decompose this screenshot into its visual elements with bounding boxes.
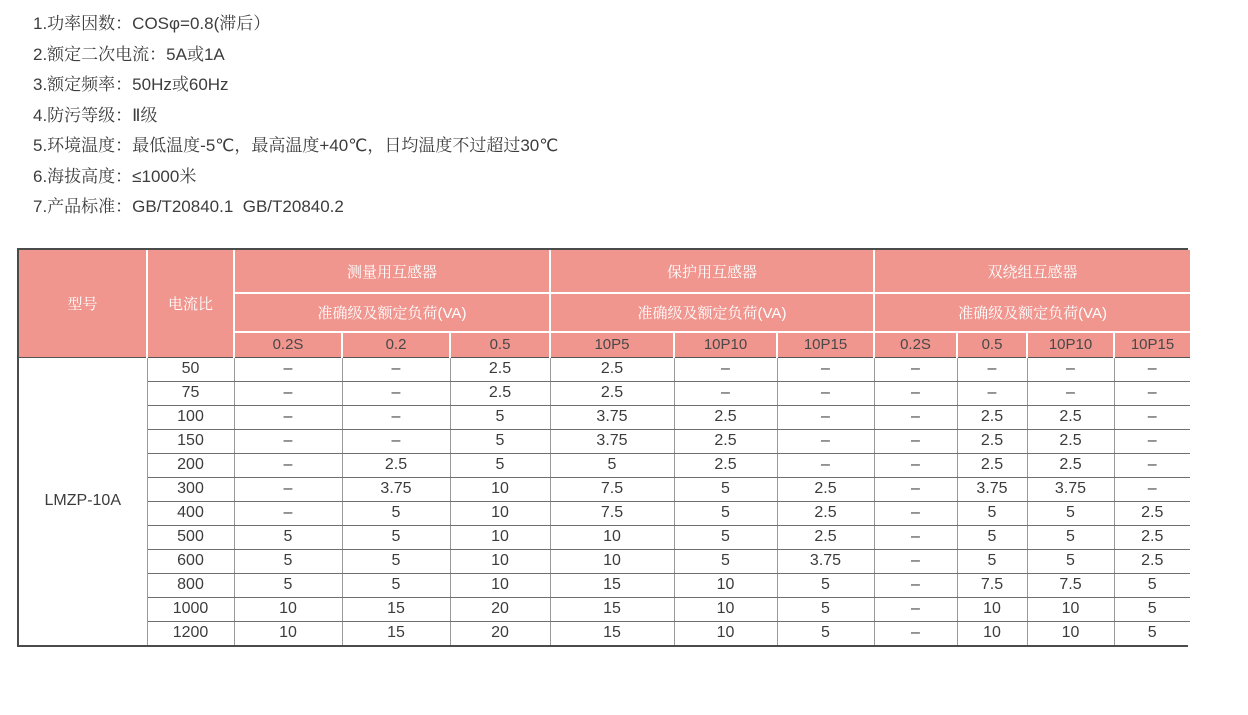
spec-line-altitude: 6.海拔高度：≤1000米	[33, 166, 197, 186]
spec-line-frequency: 3.额定频率：50Hz或60Hz	[33, 75, 229, 94]
class-header-dual-10p15: 10P15	[1114, 332, 1190, 357]
value-cell: –	[234, 501, 342, 525]
value-cell: 15	[342, 621, 450, 645]
value-cell: 15	[342, 597, 450, 621]
spec-line-power-factor: 1.功率因数：COSφ=0.8(滞后）	[33, 14, 271, 33]
table-row	[19, 501, 1190, 525]
table-row	[19, 405, 1190, 429]
value-cell: 5	[957, 501, 1027, 525]
group-header-measuring: 测量用互感器	[234, 250, 550, 293]
value-cell: 5	[1114, 597, 1190, 621]
value-cell: –	[234, 429, 342, 453]
value-cell: –	[777, 453, 874, 477]
model-cell: LMZP-10A	[19, 357, 147, 645]
group-header-dual-winding: 双绕组互感器	[874, 250, 1190, 293]
value-cell: 10	[450, 573, 550, 597]
value-cell: –	[234, 453, 342, 477]
class-header-measuring-02: 0.2	[342, 332, 450, 357]
value-cell: –	[957, 381, 1027, 405]
class-header-protection-10p5: 10P5	[550, 332, 674, 357]
value-cell: –	[777, 381, 874, 405]
value-cell: 2.5	[550, 357, 674, 381]
value-cell: –	[1027, 357, 1114, 381]
spec-list	[33, 9, 558, 223]
value-cell: 7.5	[957, 573, 1027, 597]
value-cell: –	[874, 597, 957, 621]
table-body	[19, 357, 1190, 645]
value-cell: 2.5	[1114, 525, 1190, 549]
value-cell: 5	[674, 477, 777, 501]
value-cell: –	[874, 549, 957, 573]
value-cell: 10	[957, 597, 1027, 621]
spec-line-product-standard: 7.产品标准：GB/T20840.1 GB/T20840.2	[33, 197, 344, 216]
value-cell: 10	[550, 525, 674, 549]
value-cell: –	[234, 357, 342, 381]
value-cell: 7.5	[550, 501, 674, 525]
value-cell: 5	[1027, 549, 1114, 573]
value-cell: 5	[342, 549, 450, 573]
value-cell: 5	[234, 549, 342, 573]
value-cell: –	[1114, 477, 1190, 501]
value-cell: 2.5	[1114, 501, 1190, 525]
value-cell: 5	[674, 501, 777, 525]
value-cell: –	[874, 429, 957, 453]
value-cell: 15	[550, 621, 674, 645]
value-cell: –	[1114, 405, 1190, 429]
value-cell: 3.75	[550, 429, 674, 453]
ratio-cell: 200	[147, 453, 234, 477]
value-cell: –	[874, 501, 957, 525]
value-cell: 10	[450, 501, 550, 525]
ratio-cell: 600	[147, 549, 234, 573]
value-cell: 2.5	[1027, 405, 1114, 429]
value-cell: 5	[234, 573, 342, 597]
value-cell: 10	[450, 549, 550, 573]
value-cell: 3.75	[1027, 477, 1114, 501]
value-cell: 10	[1027, 597, 1114, 621]
table-row	[19, 429, 1190, 453]
ratio-cell: 1200	[147, 621, 234, 645]
group-header-protection: 保护用互感器	[550, 250, 874, 293]
value-cell: 2.5	[777, 501, 874, 525]
ratio-cell: 50	[147, 357, 234, 381]
value-cell: –	[1114, 429, 1190, 453]
subheader-measuring-burden: 准确级及额定负荷(VA)	[234, 293, 550, 332]
value-cell: –	[874, 381, 957, 405]
value-cell: –	[342, 357, 450, 381]
value-cell: 3.75	[957, 477, 1027, 501]
value-cell: 5	[1114, 621, 1190, 645]
ratio-cell: 75	[147, 381, 234, 405]
class-header-measuring-02s: 0.2S	[234, 332, 342, 357]
subheader-protection-burden: 准确级及额定负荷(VA)	[550, 293, 874, 332]
value-cell: 2.5	[1027, 453, 1114, 477]
table-row	[19, 357, 1190, 381]
spec-line-pollution-class: 4.防污等级：Ⅱ级	[33, 105, 158, 125]
table-row	[19, 621, 1190, 645]
value-cell: 5	[450, 429, 550, 453]
value-cell: –	[777, 357, 874, 381]
value-cell: 2.5	[674, 429, 777, 453]
value-cell: 2.5	[957, 453, 1027, 477]
value-cell: 3.75	[342, 477, 450, 501]
value-cell: –	[1114, 381, 1190, 405]
value-cell: –	[874, 405, 957, 429]
value-cell: 5	[1114, 573, 1190, 597]
value-cell: 5	[550, 453, 674, 477]
class-header-measuring-05: 0.5	[450, 332, 550, 357]
rating-table	[19, 250, 1190, 645]
ratio-cell: 100	[147, 405, 234, 429]
table-row	[19, 573, 1190, 597]
ratio-cell: 300	[147, 477, 234, 501]
value-cell: 15	[550, 597, 674, 621]
value-cell: 2.5	[342, 453, 450, 477]
value-cell: 10	[1027, 621, 1114, 645]
value-cell: 5	[1027, 501, 1114, 525]
value-cell: 5	[342, 501, 450, 525]
value-cell: 15	[550, 573, 674, 597]
ratio-cell: 500	[147, 525, 234, 549]
value-cell: 2.5	[957, 405, 1027, 429]
value-cell: 5	[777, 621, 874, 645]
ratio-cell: 400	[147, 501, 234, 525]
value-cell: 2.5	[550, 381, 674, 405]
value-cell: 5	[1027, 525, 1114, 549]
value-cell: –	[234, 381, 342, 405]
table-row	[19, 477, 1190, 501]
value-cell: 10	[550, 549, 674, 573]
value-cell: –	[674, 357, 777, 381]
value-cell: –	[874, 357, 957, 381]
class-header-protection-10p15: 10P15	[777, 332, 874, 357]
value-cell: 2.5	[1114, 549, 1190, 573]
value-cell: –	[674, 381, 777, 405]
value-cell: –	[234, 477, 342, 501]
value-cell: 10	[674, 573, 777, 597]
value-cell: 5	[342, 573, 450, 597]
class-header-dual-05: 0.5	[957, 332, 1027, 357]
value-cell: –	[957, 357, 1027, 381]
value-cell: 2.5	[674, 405, 777, 429]
value-cell: 10	[674, 621, 777, 645]
value-cell: –	[777, 429, 874, 453]
value-cell: 5	[234, 525, 342, 549]
value-cell: 7.5	[1027, 573, 1114, 597]
value-cell: 2.5	[450, 357, 550, 381]
value-cell: 20	[450, 621, 550, 645]
value-cell: 20	[450, 597, 550, 621]
value-cell: 5	[450, 453, 550, 477]
value-cell: 5	[777, 597, 874, 621]
value-cell: 5	[957, 549, 1027, 573]
value-cell: –	[1114, 357, 1190, 381]
spec-line-ambient-temperature: 5.环境温度：最低温度-5℃，最高温度+40℃，日均温度不过超过30℃	[33, 136, 559, 155]
value-cell: –	[342, 381, 450, 405]
column-header-current-ratio: 电流比	[147, 250, 234, 357]
table-row	[19, 597, 1190, 621]
value-cell: –	[874, 453, 957, 477]
value-cell: 3.75	[550, 405, 674, 429]
value-cell: 10	[234, 621, 342, 645]
class-header-dual-02s: 0.2S	[874, 332, 957, 357]
value-cell: –	[874, 477, 957, 501]
value-cell: 5	[674, 525, 777, 549]
value-cell: 2.5	[957, 429, 1027, 453]
value-cell: 5	[674, 549, 777, 573]
value-cell: 2.5	[777, 525, 874, 549]
value-cell: 10	[450, 525, 550, 549]
column-header-model: 型号	[19, 250, 147, 357]
value-cell: 5	[450, 405, 550, 429]
value-cell: 10	[957, 621, 1027, 645]
value-cell: 5	[342, 525, 450, 549]
class-header-dual-10p10: 10P10	[1027, 332, 1114, 357]
table-row	[19, 525, 1190, 549]
value-cell: 5	[957, 525, 1027, 549]
ratio-cell: 800	[147, 573, 234, 597]
value-cell: –	[1114, 453, 1190, 477]
spec-table	[17, 248, 1188, 647]
value-cell: –	[342, 429, 450, 453]
value-cell: –	[874, 525, 957, 549]
value-cell: 2.5	[674, 453, 777, 477]
value-cell: –	[342, 405, 450, 429]
value-cell: –	[234, 405, 342, 429]
value-cell: 2.5	[1027, 429, 1114, 453]
spec-line-secondary-current: 2.额定二次电流：5A或1A	[33, 44, 225, 64]
table-row	[19, 381, 1190, 405]
ratio-cell: 1000	[147, 597, 234, 621]
value-cell: 2.5	[450, 381, 550, 405]
value-cell: 2.5	[777, 477, 874, 501]
value-cell: –	[1027, 381, 1114, 405]
value-cell: 3.75	[777, 549, 874, 573]
table-row	[19, 453, 1190, 477]
class-header-protection-10p10: 10P10	[674, 332, 777, 357]
value-cell: 5	[777, 573, 874, 597]
value-cell: 7.5	[550, 477, 674, 501]
subheader-dual-burden: 准确级及额定负荷(VA)	[874, 293, 1190, 332]
value-cell: 10	[450, 477, 550, 501]
value-cell: –	[874, 573, 957, 597]
ratio-cell: 150	[147, 429, 234, 453]
value-cell: –	[777, 405, 874, 429]
value-cell: –	[874, 621, 957, 645]
value-cell: 10	[674, 597, 777, 621]
table-row	[19, 549, 1190, 573]
value-cell: 10	[234, 597, 342, 621]
